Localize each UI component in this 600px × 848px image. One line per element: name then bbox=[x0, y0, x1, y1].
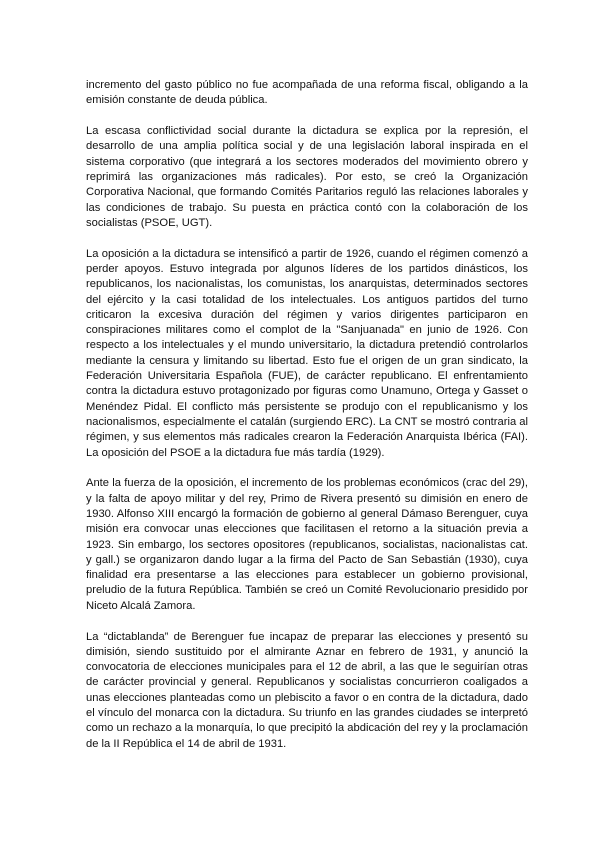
paragraph-resignation: Ante la fuerza de la oposición, el incremento de los problemas económicos (crac del 29), y la falta de apoyo militar y del rey, Primo de Rivera presentó su dimisión en enero de 1930. Alfonso XIII encargó la formación de gobierno al general Dámaso Berenguer, cuya misión era convocar unas elecciones que facilitasen el retorno a la situación previa a 1923. Sin embargo, los sectores opositores (republicanos, socialistas, nacionalistas cat. y gall.) se organizaron dando lugar a la firma del Pacto de San Sebastián (1930), cuya finalidad era presentarse a las elecciones para establecer un gobierno provisional, preludio de la futura República. También se creó un Comité Revolucionario presidido por Niceto Alcalá Zamora. bbox=[86, 477, 528, 612]
paragraph-social-conflict: La escasa conflictividad social durante la dictadura se explica por la represión, el desarrollo de una amplia política social y de una legislación laboral inspirada en el sistema corporativo (que integrará a los sectores moderados del movimiento obrero y reprimirá las organizaciones más radicales). Por esto, se creó la Organización Corporativa Nacional, que formando Comités Paritarios reguló las relaciones laborales y las condiciones de trabajo. Su puesta en práctica contó con la colaboración de los socialistas (PSOE, UGT). bbox=[86, 125, 528, 229]
paragraph-opposition: La oposición a la dictadura se intensificó a partir de 1926, cuando el régimen comenzó a perder apoyos. Estuvo integrada por algunos líderes de los partidos dinásticos, los republicanos, los nacionalistas, los comunistas, los anarquistas, determinados sectores del ejército y la casi totalidad de los intelectuales. Los antiguos partidos del turno criticaron la excesiva duración del régimen y varios dirigentes participaron en conspiraciones militares como el complot de la "Sanjuanada" en junio de 1926. Con respecto a los intelectuales y el mundo universitario, la dictadura pretendió controlarlos mediante la censura y limitando su libertad. Esto fue el origen de un gran sindicato, la Federación Universitaria Española (FUE), de carácter republicano. El enfrentamiento contra la dictadura estuvo protagonizado por figuras como Unamuno, Ortega y Gasset o Menéndez Pidal. El conflicto más persistente se produjo con el republicanismo y los nacionalismos, especialmente el catalán (surgiendo ERC). La CNT se mostró contraria al régimen, y sus elementos más radicales crearon la Federación Anarquista Ibérica (FAI). La oposición del PSOE a la dictadura fue más tardía (1929). bbox=[86, 247, 528, 459]
paragraph-dictablanda: La “dictablanda” de Berenguer fue incapaz de preparar las elecciones y presentó su dimisión, siendo sustituido por el almirante Aznar en febrero de 1931, y anunció la convocatoria de elecciones municipales para el 12 de abril, a las que le seguirían otras de carácter provincial y general. Republicanos y socialistas concurrieron coaligados a unas elecciones planteadas como un plebiscito a favor o en contra de la dictadura, dado el vínculo del monarca con la dictadura. Su triunfo en las grandes ciudades se interpretó como un rechazo a la monarquía, lo que precipitó la abdicación del rey y la proclamación de la II República el 14 de abril de 1931. bbox=[86, 630, 528, 750]
document-body bbox=[86, 78, 528, 767]
paragraph-fiscal-continuation: incremento del gasto público no fue acompañada de una reforma fiscal, obligando a la emisión constante de deuda pública. bbox=[86, 79, 528, 107]
